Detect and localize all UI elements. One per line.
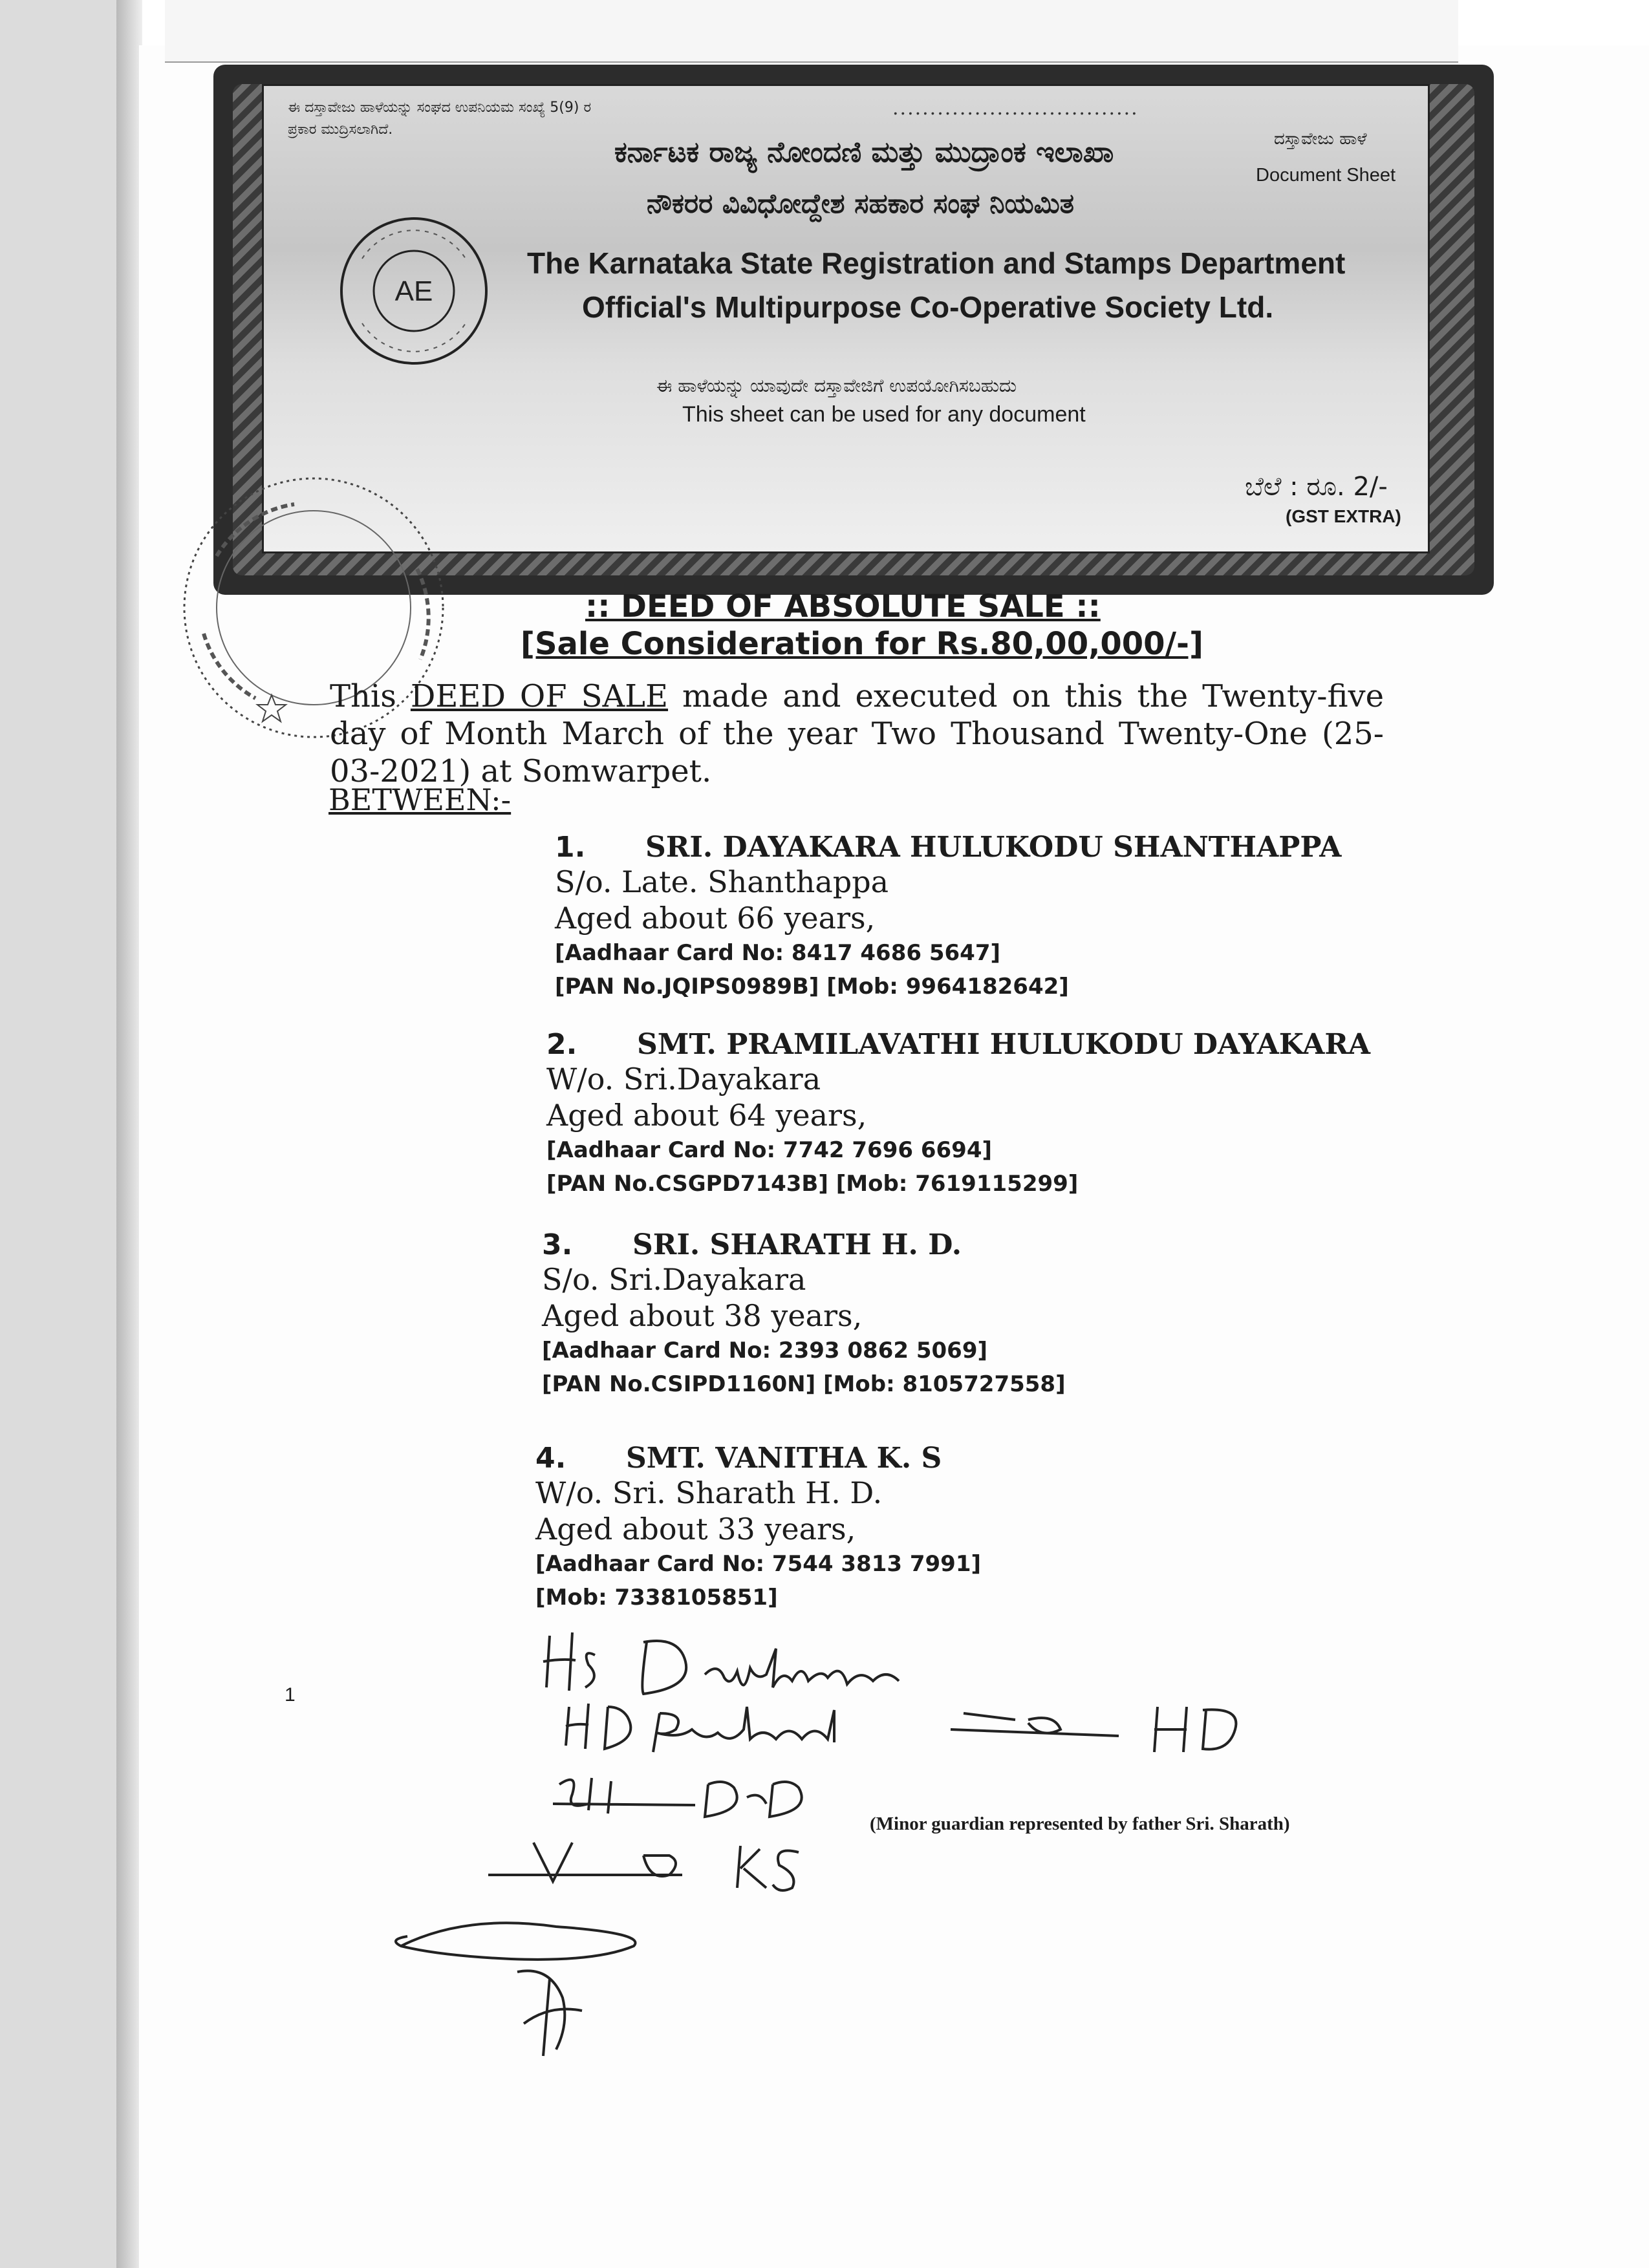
party-name: SMT. PRAMILAVATHI HULUKODU DAYAKARA (637, 1028, 1371, 1061)
margin-page-mark: 1 (285, 1684, 296, 1706)
party-aadhaar: [Aadhaar Card No: 7544 3813 7991] (535, 1551, 982, 1577)
party-mobile: [Mob: 7338105851] (535, 1585, 778, 1610)
party-relation: S/o. Sri.Dayakara (542, 1262, 806, 1297)
usage-note: This sheet can be used for any document (682, 402, 1086, 427)
intro-this: This (330, 678, 396, 714)
sale-consideration: [Sale Consideration for Rs.80,00,000/-] (521, 626, 1203, 662)
between-heading: BETWEEN:- (329, 782, 512, 817)
party-name: SMT. VANITHA K. S (626, 1442, 942, 1475)
scanner-background (0, 0, 136, 2268)
doc-sheet-label-kn: ದಸ್ತಾವೇಜು ಹಾಳೆ (1274, 129, 1367, 149)
seal-label: AE (394, 275, 433, 307)
party-age: Aged about 33 years, (535, 1512, 856, 1546)
party-aadhaar: [Aadhaar Card No: 7742 7696 6694] (546, 1137, 993, 1163)
party-pan-mobile: [PAN No.CSIPD1160N] [Mob: 8105727558] (542, 1371, 1066, 1397)
page-edge-shadow (116, 0, 142, 2268)
stamp-title-kn-line2: ನೌಕರರ ವಿವಿಧೋದ್ದೇಶ ಸಹಕಾರ ಸಂಘ ನಿಯಮಿತ (647, 187, 1074, 219)
party-aadhaar: [Aadhaar Card No: 8417 4686 5647] (555, 940, 1001, 966)
party-name: SRI. DAYAKARA HULUKODU SHANTHAPPA (645, 831, 1342, 864)
stamp-title-line1: The Karnataka State Registration and Stamps Department (527, 246, 1346, 280)
party-number: 3. (542, 1228, 573, 1261)
party-1 (555, 831, 1341, 1003)
handwritten-serial-line: ................................. (892, 97, 1139, 120)
party-aadhaar: [Aadhaar Card No: 2393 0862 5069] (542, 1338, 988, 1364)
party-name: SRI. SHARATH H. D. (632, 1228, 962, 1261)
party-pan-mobile: [PAN No.JQIPS0989B] [Mob: 9964182642] (555, 974, 1069, 1000)
doc-sheet-label: Document Sheet (1256, 165, 1396, 186)
party-pan-mobile: [PAN No.CSGPD7143B] [Mob: 7619115299] (546, 1171, 1079, 1197)
signature-sharath (553, 1765, 876, 1830)
party-4 (535, 1442, 981, 1614)
party-relation: W/o. Sri. Sharath H. D. (535, 1475, 883, 1510)
party-relation: W/o. Sri.Dayakara (546, 1062, 821, 1097)
ae-seal-icon (336, 213, 491, 369)
party-2 (546, 1028, 1370, 1201)
back-sheet-edge (165, 0, 1458, 63)
stamp-price: ಬೆಲೆ : ರೂ. 2/- (1245, 472, 1388, 502)
deed-intro-paragraph (330, 678, 1384, 790)
signature-pramilavathi (563, 1694, 1306, 1765)
stamp-title-line2: Official's Multipurpose Co-Operative Society Ltd. (582, 290, 1274, 324)
party-age: Aged about 66 years, (555, 901, 876, 936)
minor-guardian-note: (Minor guardian represented by father Sri. Sharath) (870, 1813, 1290, 1834)
party-relation: S/o. Late. Shanthappa (555, 864, 889, 899)
party-number: 1. (555, 831, 586, 864)
stamp-rule-note: ಈ ದಸ್ತಾವೇಜು ಹಾಳೆಯನ್ನು ಸಂಘದ ಉಪನಿಯಮ ಸಂಖ್ಯೆ 5(9) ರ ಪ್ರಕಾರ ಮುದ್ರಿಸಲಾಗಿದೆ. (288, 100, 592, 138)
party-number: 2. (546, 1028, 577, 1061)
intro-rest: made and executed on this the Twenty-five day of Month March of the year Two Thousand Twenty-One (25-03-2021) at Somwarpet. (330, 678, 1384, 789)
party-age: Aged about 64 years, (546, 1098, 867, 1133)
party-3 (542, 1228, 1066, 1401)
usage-note-kn: ಈ ಹಾಳೆಯನ್ನು ಯಾವುದೇ ದಸ್ತಾವೇಜಿಗೆ ಉಪಯೋಗಿಸಬಹುದು (656, 375, 1017, 396)
stamp-title-kn-line1: ಕರ್ನಾಟಕ ರಾಜ್ಯ ನೋಂದಣಿ ಮತ್ತು ಮುದ್ರಾಂಕ ಇಲಾಖಾ (614, 136, 1114, 169)
gst-note: (GST EXTRA) (1286, 506, 1401, 526)
signature-witness-scribble (388, 1907, 679, 2062)
signature-vanitha (488, 1830, 837, 1901)
intro-deed-of-sale: DEED OF SALE (410, 678, 669, 714)
deed-title: :: DEED OF ABSOLUTE SALE :: (585, 588, 1101, 625)
party-number: 4. (535, 1442, 566, 1475)
party-age: Aged about 38 years, (542, 1298, 863, 1333)
